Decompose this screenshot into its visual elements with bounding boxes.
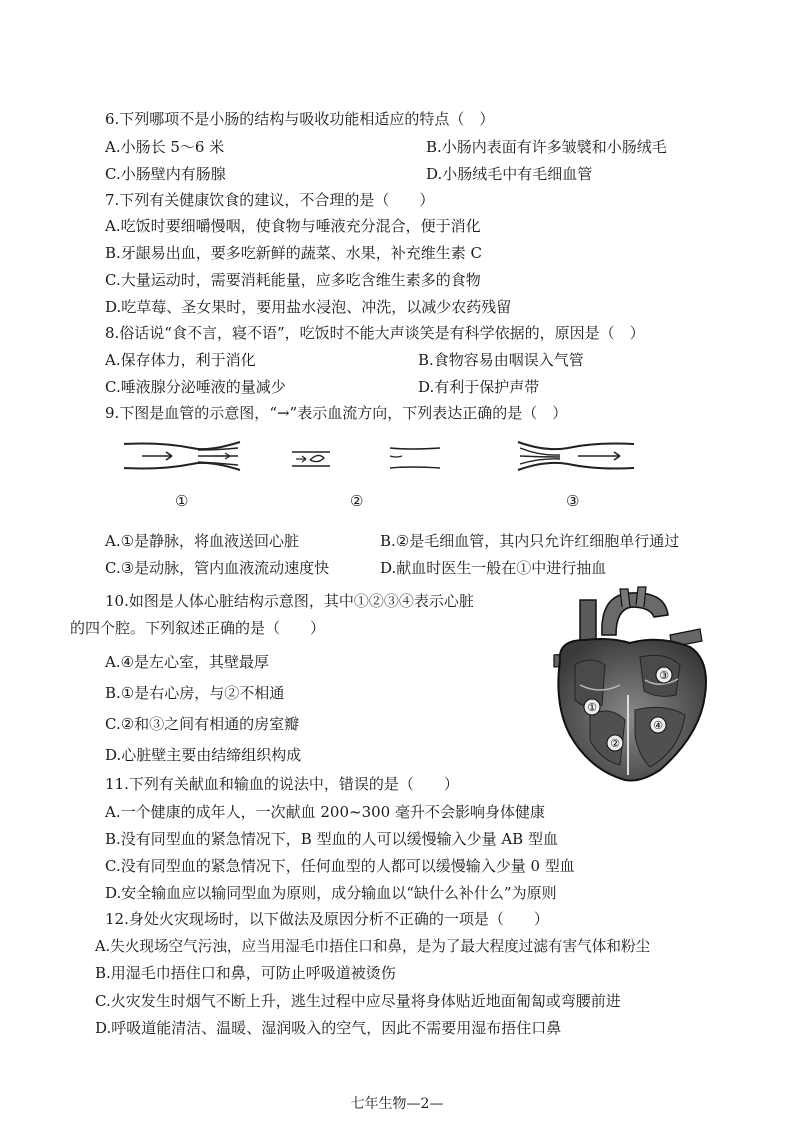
q6-option-a: A.小肠长 5～6 米	[105, 138, 225, 156]
q10-option-d: D.心脏壁主要由结缔组织构成	[105, 746, 302, 764]
heart-label-1: ①	[587, 701, 597, 714]
q10-option-c: C.②和③之间有相通的房室瓣	[105, 715, 300, 733]
q11-stem: 11.下列有关献血和输血的说法中，错误的是（ ）	[105, 775, 459, 793]
heart-diagram	[540, 585, 715, 785]
q10-stem-line2: 的四个腔。下列叙述正确的是（ ）	[70, 619, 326, 637]
heart-label-3: ③	[659, 669, 669, 682]
heart-label-2: ②	[610, 737, 620, 750]
q8-option-d: D.有利于保护声带	[418, 378, 540, 396]
vessel-figure-1	[122, 436, 242, 476]
q12-option-b: B.用湿毛巾捂住口和鼻，可防止呼吸道被烫伤	[95, 964, 396, 982]
q6-option-b: B.小肠内表面有许多皱襞和小肠绒毛	[426, 138, 667, 156]
q6-option-c: C.小肠壁内有肠腺	[105, 165, 226, 183]
q8-option-c: C.唾液腺分泌唾液的量减少	[105, 378, 286, 396]
q8-stem: 8.俗话说“食不言，寝不语”，吃饭时不能大声谈笑是有科学依据的，原因是（ ）	[105, 324, 645, 342]
q11-option-a: A.一个健康的成年人，一次献血 200~300 毫升不会影响身体健康	[105, 803, 545, 821]
q9-option-c: C.③是动脉，管内血液流动速度快	[105, 559, 330, 577]
q7-option-b: B.牙龈易出血，要多吃新鲜的蔬菜、水果，补充维生素 C	[105, 244, 483, 262]
q11-option-c: C.没有同型血的紧急情况下，任何血型的人都可以缓慢输入少量 0 型血	[105, 857, 575, 875]
vessel-label-3: ③	[566, 492, 580, 510]
q9-option-d: D.献血时医生一般在①中进行抽血	[380, 559, 607, 577]
vessel-label-2: ②	[350, 492, 364, 510]
q8-option-b: B.食物容易由咽误入气管	[418, 351, 584, 369]
q9-option-a: A.①是静脉，将血液送回心脏	[105, 532, 300, 550]
q7-option-c: C.大量运动时，需要消耗能量，应多吃含维生素多的食物	[105, 271, 481, 289]
q7-option-a: A.吃饭时要细嚼慢咽，使食物与唾液充分混合，便于消化	[105, 217, 481, 235]
q9-option-b: B.②是毛细血管，其内只允许红细胞单行通过	[380, 532, 680, 550]
q7-stem: 7.下列有关健康饮食的建议，不合理的是（ ）	[105, 191, 435, 209]
q6-option-d: D.小肠绒毛中有毛细血管	[426, 165, 593, 183]
q7-option-d: D.吃草莓、圣女果时，要用盐水浸泡、冲洗，以减少农药残留	[105, 298, 512, 316]
page-footer: 七年生物—2—	[350, 1096, 444, 1112]
q10-option-a: A.④是左心室，其壁最厚	[105, 653, 270, 671]
vessel-figure-2	[290, 444, 450, 474]
q11-option-b: B.没有同型血的紧急情况下，B 型血的人可以缓慢输入少量 AB 型血	[105, 830, 558, 848]
q12-option-d: D.呼吸道能清洁、温暖、湿润吸入的空气，因此不需要用湿布捂住口鼻	[95, 1019, 562, 1037]
vessel-label-1: ①	[175, 492, 189, 510]
q12-option-c: C.火灾发生时烟气不断上升，逃生过程中应尽量将身体贴近地面匍匐或弯腰前进	[95, 992, 621, 1010]
q12-option-a: A.失火现场空气污浊，应当用湿毛巾捂住口和鼻，是为了最大程度过滤有害气体和粉尘	[95, 938, 651, 955]
q9-stem: 9.下图是血管的示意图，“→”表示血流方向，下列表达正确的是（ ）	[105, 404, 568, 422]
q10-option-b: B.①是右心房，与②不相通	[105, 684, 285, 702]
q6-stem: 6.下列哪项不是小肠的结构与吸收功能相适应的特点（ ）	[105, 110, 495, 128]
q12-stem: 12.身处火灾现场时，以下做法及原因分析不正确的一项是（ ）	[105, 910, 549, 928]
vessel-figure-3	[516, 436, 636, 476]
q10-stem-line1: 10.如图是人体心脏结构示意图，其中①②③④表示心脏	[105, 592, 474, 610]
q11-option-d: D.安全输血应以输同型血为原则，成分输血以“缺什么补什么”为原则	[105, 884, 557, 902]
q8-option-a: A.保存体力，利于消化	[105, 351, 256, 369]
heart-label-4: ④	[653, 719, 663, 732]
